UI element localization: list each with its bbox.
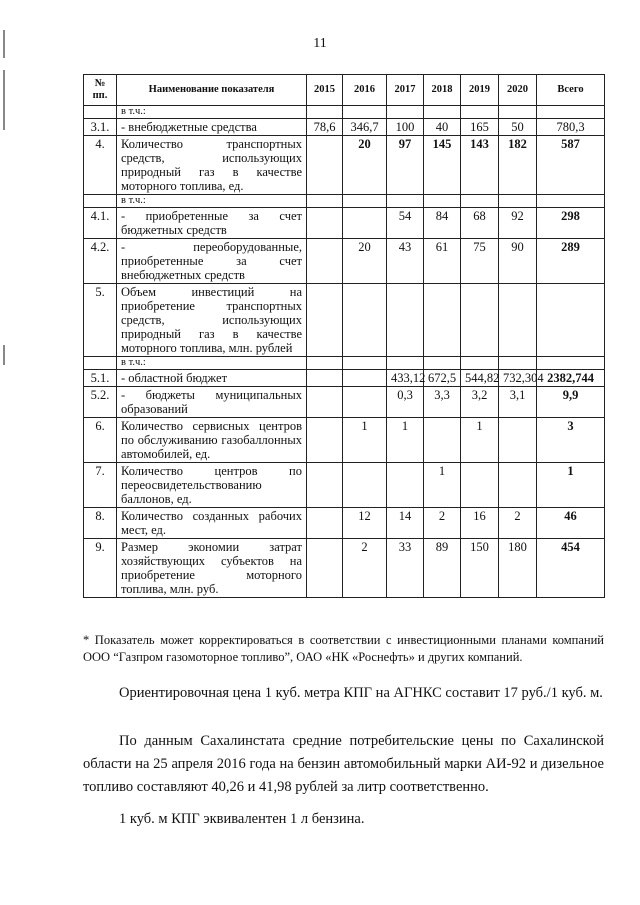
year-value-cell: 54 [387,208,424,239]
year-value-cell: 1 [424,463,461,508]
year-value-cell: 182 [499,136,537,195]
indicator-name-cell: Количество транспортных средств, использующих природный газ в качестве моторного топлива, ед. [117,136,307,195]
year-value-cell [307,387,343,418]
row-index-cell: 9. [84,539,117,598]
row-index-cell: 5.2. [84,387,117,418]
indicator-name-cell: Размер экономии затрат хозяйствующих субъектов на приобретение моторного топлива, млн. руб. [117,539,307,598]
table-row [84,370,605,387]
year-value-cell: 43 [387,239,424,284]
table-row [84,136,605,195]
total-cell: 9,9 [537,387,605,418]
row-index-cell: 4. [84,136,117,195]
empty-cell [499,195,537,208]
total-cell: 46 [537,508,605,539]
indicator-name-cell: - областной бюджет [117,370,307,387]
empty-cell [387,357,424,370]
empty-cell [307,357,343,370]
table-row [84,208,605,239]
year-value-cell: 2 [424,508,461,539]
total-cell: 1 [537,463,605,508]
year-value-cell: 75 [461,239,499,284]
year-value-cell: 20 [343,239,387,284]
table-row [84,106,605,119]
year-value-cell: 14 [387,508,424,539]
empty-cell [499,106,537,119]
empty-cell [424,106,461,119]
year-value-cell: 544,82 [461,370,499,387]
paragraph-price: Ориентировочная цена 1 куб. метра КПГ на АГНКС составит 17 руб./1 куб. м. [119,685,603,701]
table-row [84,508,605,539]
empty-cell [387,106,424,119]
year-value-cell: 2 [499,508,537,539]
column-header: Наименование показателя [117,75,307,106]
row-index-cell: 4.1. [84,208,117,239]
year-value-cell: 78,6 [307,119,343,136]
subheading-cell: в т.ч.: [117,106,307,119]
year-value-cell: 672,5 [424,370,461,387]
empty-cell [537,106,605,119]
year-value-cell: 3,2 [461,387,499,418]
paragraph-equivalent: 1 куб. м КПГ эквивалентен 1 л бензина. [119,811,365,827]
table-row [84,119,605,136]
table-row [84,418,605,463]
empty-cell [424,357,461,370]
indicator-name-cell: - бюджеты муниципальных образований [117,387,307,418]
year-value-cell: 145 [424,136,461,195]
table-row [84,195,605,208]
year-value-cell: 346,7 [343,119,387,136]
empty-cell [461,106,499,119]
indicator-name-cell: Объем инвестиций на приобретение транспортных средств, использующих природный газ в качестве моторного топлива, млн. рублей [117,284,307,357]
year-value-cell [499,284,537,357]
year-value-cell: 89 [424,539,461,598]
row-index-cell: 5. [84,284,117,357]
indicator-name-cell: Количество сервисных центров по обслуживанию газобаллонных автомобилей, ед. [117,418,307,463]
empty-cell [343,106,387,119]
indicators-table [83,74,605,598]
row-index-cell [84,106,117,119]
year-value-cell [387,463,424,508]
total-cell: 2382,744 [537,370,605,387]
year-value-cell [343,463,387,508]
empty-cell [343,357,387,370]
year-value-cell: 12 [343,508,387,539]
column-header: Всего [537,75,605,106]
year-value-cell: 20 [343,136,387,195]
year-value-cell: 92 [499,208,537,239]
year-value-cell: 1 [461,418,499,463]
year-value-cell: 100 [387,119,424,136]
year-value-cell [307,370,343,387]
column-header: 2020 [499,75,537,106]
year-value-cell [424,418,461,463]
column-header: 2017 [387,75,424,106]
year-value-cell: 165 [461,119,499,136]
year-value-cell [499,463,537,508]
row-index-cell [84,357,117,370]
year-value-cell [461,284,499,357]
column-header: 2016 [343,75,387,106]
empty-cell [343,195,387,208]
table-row [84,239,605,284]
indicator-name-cell: Количество центров по переосвидетельствованию баллонов, ед. [117,463,307,508]
year-value-cell [343,370,387,387]
year-value-cell: 84 [424,208,461,239]
row-index-cell: 5.1. [84,370,117,387]
year-value-cell [307,208,343,239]
table-header-row [84,75,605,106]
table-body [84,106,605,598]
empty-cell [424,195,461,208]
year-value-cell: 2 [343,539,387,598]
row-index-cell: 6. [84,418,117,463]
empty-cell [537,195,605,208]
indicators-table-wrapper [83,74,604,598]
table-row [84,463,605,508]
year-value-cell [461,463,499,508]
indicator-name-cell: - переоборудованные, приобретенные за счет внебюджетных средств [117,239,307,284]
year-value-cell: 40 [424,119,461,136]
total-cell: 587 [537,136,605,195]
year-value-cell [307,239,343,284]
year-value-cell [307,418,343,463]
year-value-cell: 180 [499,539,537,598]
empty-cell [387,195,424,208]
year-value-cell [307,539,343,598]
year-value-cell: 61 [424,239,461,284]
total-cell [537,284,605,357]
year-value-cell [307,136,343,195]
empty-cell [307,106,343,119]
paragraph-statistics: По данным Сахалинстата средние потребительские цены по Сахалинской области на 25 апреля 2016 года на бензин автомобильный марки АИ-92 и дизельное топливо составляют 40,26 и 41,98 рублей за литр соответственно. [83,733,604,795]
year-value-cell [307,508,343,539]
table-row [84,387,605,418]
year-value-cell: 1 [387,418,424,463]
row-index-cell: 4.2. [84,239,117,284]
year-value-cell [499,418,537,463]
empty-cell [499,357,537,370]
row-index-cell: 8. [84,508,117,539]
row-index-cell: 7. [84,463,117,508]
year-value-cell [424,284,461,357]
margin-scan-mark [3,70,5,130]
indicator-name-cell: - внебюджетные средства [117,119,307,136]
total-cell: 289 [537,239,605,284]
footnote: * Показатель может корректироваться в соответствии с инвестиционными планами компаний ООО “Газпром газомоторное топливо”, ОАО «НК «Роснефть» и других компаний. [83,633,604,664]
year-value-cell: 0,3 [387,387,424,418]
year-value-cell [343,387,387,418]
empty-cell [461,357,499,370]
table-row [84,539,605,598]
page-number: 11 [313,36,327,51]
year-value-cell: 143 [461,136,499,195]
subheading-cell: в т.ч.: [117,195,307,208]
year-value-cell: 33 [387,539,424,598]
year-value-cell [387,284,424,357]
year-value-cell: 3,1 [499,387,537,418]
year-value-cell [307,463,343,508]
year-value-cell: 3,3 [424,387,461,418]
year-value-cell: 732,304 [499,370,537,387]
column-header: 2018 [424,75,461,106]
table-row [84,284,605,357]
subheading-cell: в т.ч.: [117,357,307,370]
year-value-cell: 50 [499,119,537,136]
year-value-cell: 433,12 [387,370,424,387]
year-value-cell: 68 [461,208,499,239]
year-value-cell: 1 [343,418,387,463]
total-cell: 780,3 [537,119,605,136]
row-index-cell [84,195,117,208]
year-value-cell [307,284,343,357]
empty-cell [307,195,343,208]
column-header: 2015 [307,75,343,106]
empty-cell [461,195,499,208]
year-value-cell: 150 [461,539,499,598]
year-value-cell: 16 [461,508,499,539]
year-value-cell [343,208,387,239]
margin-scan-mark [3,345,5,365]
indicator-name-cell: - приобретенные за счет бюджетных средств [117,208,307,239]
year-value-cell: 90 [499,239,537,284]
empty-cell [537,357,605,370]
row-index-cell: 3.1. [84,119,117,136]
total-cell: 298 [537,208,605,239]
total-cell: 3 [537,418,605,463]
year-value-cell [343,284,387,357]
total-cell: 454 [537,539,605,598]
column-header: 2019 [461,75,499,106]
indicator-name-cell: Количество созданных рабочих мест, ед. [117,508,307,539]
year-value-cell: 97 [387,136,424,195]
column-header: № пп. [84,75,117,106]
table-row [84,357,605,370]
